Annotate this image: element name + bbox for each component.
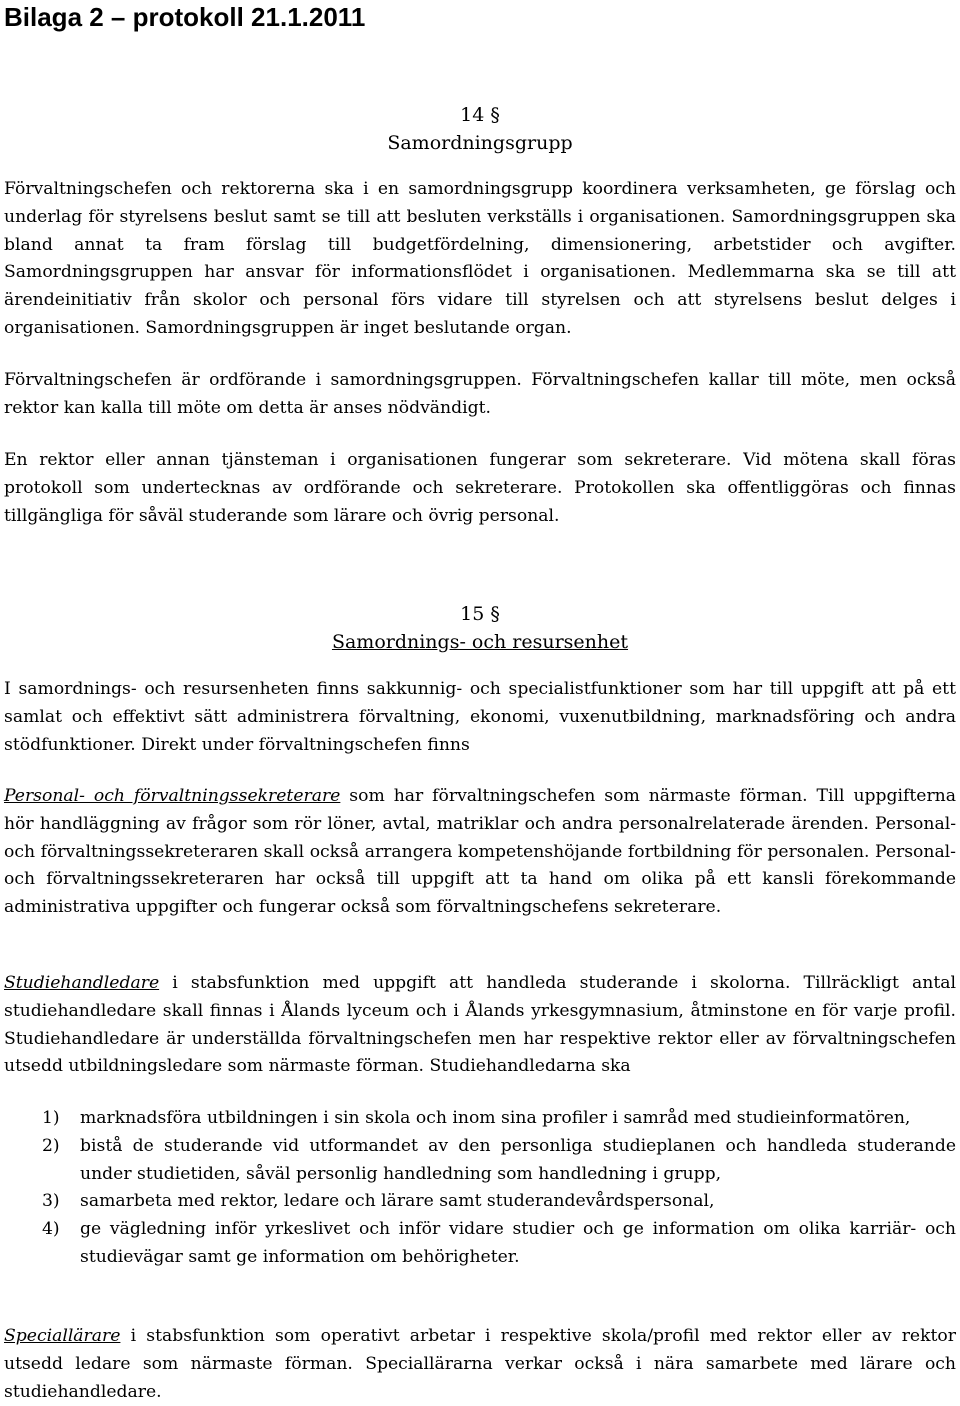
studiehandledare-text: i stabsfunktion med uppgift att handleda studerande i skolorna. Tillräckligt antal studiehandledare skall finnas i Ålands lyceum och i Ålands yrkesgymnasium, åtminstone en för varje profil. Studiehandledare är underställda förvaltningschefen men har respektive rektor eller av förvaltningschefen utsedd utbildningsledare som närmaste förman. Studiehandledarna ska [4, 973, 956, 1077]
studiehandledare-paragraph [4, 970, 956, 1081]
list-item [0, 1216, 960, 1272]
list-item-number: 1) [42, 1108, 60, 1128]
speciallarare-paragraph [4, 1323, 956, 1406]
personal-paragraph [4, 783, 956, 922]
personal-text: som har förvaltningschefen som närmaste förman. Till uppgifterna hör handläggning av frågor som rör löner, avtal, matriklar och andra personalrelaterade ärenden. Personal- och förvaltningssekreteraren skall också arrangera kompetenshöjande fortbildning för personalen. Personal- och förvaltningssekreteraren har också till uppgift att ta hand om olika på ett kansli förekommande administrativa uppgifter och fungerar också som förvaltningschefens sekreterare. [4, 786, 956, 918]
list-item-text: samarbeta med rektor, ledare och lärare samt studerandevårdspersonal, [80, 1191, 715, 1212]
speciallarare-term: Speciallärare [4, 1326, 121, 1346]
studiehandledare-term: Studiehandledare [4, 973, 160, 993]
studiehandledare-task-list [0, 1105, 960, 1272]
list-item [0, 1188, 960, 1216]
personal-term: Personal- och förvaltningssekreterare [4, 786, 341, 806]
list-item-text: marknadsföra utbildningen i sin skola och inom sina profiler i samråd med studieinformatören, [80, 1108, 911, 1128]
speciallarare-text: i stabsfunktion som operativt arbetar i respektive skola/profil med rektor eller av rektor utsedd ledare som närmaste förman. Speciallärarna verkar också i nära samarbete med lärare och studiehandledare. [4, 1326, 956, 1402]
list-item-number: 2) [42, 1135, 60, 1156]
section-14-title: Samordningsgrupp [387, 132, 573, 154]
section-14-paragraph-3: En rektor eller annan tjänsteman i organisationen fungerar som sekreterare. Vid mötena skall föras protokoll som undertecknas av ordförande och sekreterare. Protokollen ska offentliggöras och finnas tillgängliga för såväl studerande som lärare och övrig personal. [4, 450, 956, 526]
section-15-number: 15 § [460, 603, 500, 625]
list-item-number: 4) [42, 1219, 60, 1240]
list-item [0, 1133, 960, 1189]
list-item-text: ge vägledning inför yrkeslivet och inför vidare studier och ge information om olika karriär- och studievägar samt ge information om behörigheter. [80, 1219, 956, 1267]
section-15-intro: I samordnings- och resursenheten finns sakkunnig- och specialistfunktioner som har till uppgift att på ett samlat och effektivt sätt administrera förvaltning, ekonomi, vuxenutbildning, marknadsföring och andra stödfunktioner. Direkt under förvaltningschefen finns [4, 679, 956, 755]
document-header: Bilaga 2 – protokoll 21.1.2011 [4, 2, 366, 32]
section-14-number: 14 § [460, 104, 500, 126]
list-item [0, 1105, 960, 1133]
list-item-text: bistå de studerande vid utformandet av den personliga studieplanen och handleda studerande under studietiden, såväl personlig handledning som handledning i grupp, [80, 1135, 956, 1184]
section-15-title: Samordnings- och resursenhet [331, 631, 629, 653]
list-item-number: 3) [42, 1191, 60, 1212]
section-14-paragraph-1: Förvaltningschefen och rektorerna ska i en samordningsgrupp koordinera verksamheten, ge förslag och underlag för styrelsens beslut samt se till att besluten verkställs i organisationen. Samordningsgruppen ska bland annat ta fram förslag till budgetfördelning, dimensionering, arbetstider och avgifter. Samordningsgruppen har ansvar för informationsflödet i organisationen. Medlemmarna ska se till att ärendeinitiativ från skolor och personal förs vidare till styrelsen och att styrelsens beslut delges i organisationen. Samordningsgruppen är inget beslutande organ. [4, 179, 956, 338]
section-14-paragraph-2: Förvaltningschefen är ordförande i samordningsgruppen. Förvaltningschefen kallar till möte, men också rektor kan kalla till möte om detta är anses nödvändigt. [4, 370, 956, 418]
